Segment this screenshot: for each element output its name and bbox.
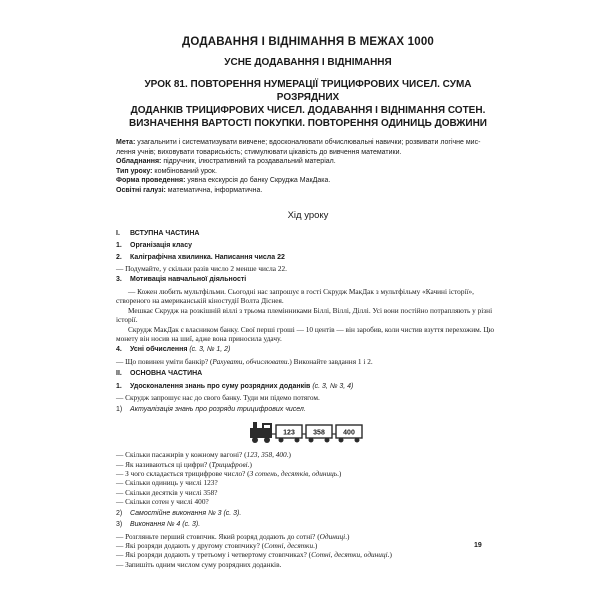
wagon-number: 123 [283, 429, 295, 437]
sub-independent: 2) Самостійне виконання № 3 (с. 3). [116, 509, 242, 517]
lesson-meta [116, 138, 500, 196]
question-column-3-4: — Які розряди додають у третьому і четвертому стовпчиках? (Сотні, десятки, одиниці.) [116, 550, 392, 560]
train-icon [248, 420, 368, 444]
question-units: — Скільки одиниць у числі 123? [116, 478, 218, 488]
lesson-title-line: ДОДАНКІВ ТРИЦИФРОВИХ ЧИСЕЛ. ДОДАВАННЯ І ВІДНІМАННЯ СОТЕН. [130, 105, 486, 116]
locomotive-window [264, 425, 270, 428]
instruction-write-sum: — Запишіть одним числом суму розрядних доданків. [116, 559, 282, 569]
text-motivation-1: — Кожен любить мультфільми. Сьогодні нас запрошує в гості Скрудж МакДак з мультфільму «Качині історії», створеного на американській кіностудії Волта Діснея. [116, 286, 474, 306]
meta-goal-cont: лення учнів; виховувати товариськість; стимулювати цікавість до вивчення математики. [116, 148, 402, 156]
page-number: 19 [474, 542, 482, 549]
wheel-icon [355, 438, 360, 443]
wheel-icon [295, 438, 300, 443]
meta-fields: Освітні галузі: математична, інформатична. [116, 186, 263, 194]
wagon-number: 358 [313, 429, 325, 437]
question-column-1: — Розгляньте перший стовпчик. Який розряд додають до сотні? (Одиниці.) [116, 531, 350, 541]
sub-actualization: 1) Актуалізація знань про розряди трицифрових чисел. [116, 405, 306, 413]
section-title: УСНЕ ДОДАВАННЯ І ВІДНІМАННЯ [224, 57, 392, 68]
chapter-title: ДОДАВАННЯ І ВІДНІМАННЯ В МЕЖАХ 1000 [181, 36, 435, 48]
text-calligraphy: — Подумайте, у скільки разів число 2 менше числа 22. [116, 264, 287, 274]
wheel-icon [309, 438, 314, 443]
wagon-number: 400 [343, 429, 355, 437]
question-digits: — Як називаються ці цифри? (Трицифрові.) [116, 459, 252, 469]
meta-lesson-type: Тип уроку: комбінований урок. [116, 167, 217, 175]
item-motivation: 3. Мотивація навчальної діяльності [116, 276, 247, 284]
section-intro: I. ВСТУПНА ЧАСТИНА [116, 229, 200, 237]
meta-goal: Мета: узагальнити і систематизувати вивчене; вдосконалювати обчислювальні навички; розвивати логічне мис- [116, 139, 481, 146]
lesson-title-line: ВИЗНАЧЕННЯ ВАРТОСТІ ПОКУПКИ. ПОВТОРЕННЯ ОДИНИЦЬ ДОВЖИНИ [128, 118, 487, 129]
question-passengers: — Скільки пасажирів у кожному вагоні? (123, 358, 400.) [116, 450, 291, 460]
item-organization: 1. Організація класу [116, 242, 192, 250]
wheel-icon [252, 437, 258, 443]
meta-equipment: Обладнання: підручник, ілюстративний та роздавальний матеріал. [116, 158, 336, 166]
item-place-value: 1. Удосконалення знань про суму розрядних доданків (с. 3, № 3, 4) [116, 382, 354, 390]
text-train-invite: — Скрудж запрошує нас до свого банку. Туди ми підемо потягом. [116, 393, 320, 403]
lesson-title-line: УРОК 81. ПОВТОРЕННЯ НУМЕРАЦІЇ ТРИЦИФРОВИХ ЧИСЕЛ. СУМА РОЗРЯДНИХ [144, 79, 472, 103]
item-oral-calc: 4. Усні обчислення (с. 3, № 1, 2) [116, 346, 231, 354]
meta-form: Форма проведення: уявна екскурсія до банку Скруджа МакДака. [116, 177, 331, 185]
lesson-title [116, 78, 500, 130]
lesson-course-heading: Хід уроку [287, 209, 329, 221]
wheel-icon [264, 437, 270, 443]
locomotive-chimney [253, 422, 257, 429]
text-motivation-3: Скрудж МакДак є власником банку. Свої перші гроші — 10 центів — він заробив, коли чистив взуття перехожим. Цю монету він носив на шиї, адже вона приносила удачу. [116, 324, 495, 343]
wheel-icon [325, 438, 330, 443]
section-main: II. ОСНОВНА ЧАСТИНА [116, 370, 203, 378]
wheel-icon [279, 438, 284, 443]
item-calligraphy: 2. Каліграфічна хвилинка. Написання числа 22 [116, 253, 285, 261]
question-composition: — З чого складається трицифрове число? (З сотень, десятків, одиниць.) [116, 469, 342, 479]
question-tens: — Скільки десятків у числі 358? [116, 487, 218, 497]
text-banker: — Що повинен уміти банкір? (Рахувати, обчислювати.) Виконайте завдання 1 і 2. [116, 356, 373, 366]
wheel-icon [339, 438, 344, 443]
question-column-2: — Які розряди додають у другому стовпчику? (Сотні, десятки.) [116, 541, 318, 551]
train-illustration [116, 420, 500, 444]
text-motivation-2: Мешкає Скрудж на розкішній віллі з трьома племінниками Біллі, Віллі, Діллі. Усі вони постійно потрапляють у різні історії. [116, 305, 493, 325]
sub-task-4: 3) Виконання № 4 (с. 3). [116, 521, 201, 529]
question-hundreds: — Скільки сотен у числі 400? [116, 497, 209, 507]
